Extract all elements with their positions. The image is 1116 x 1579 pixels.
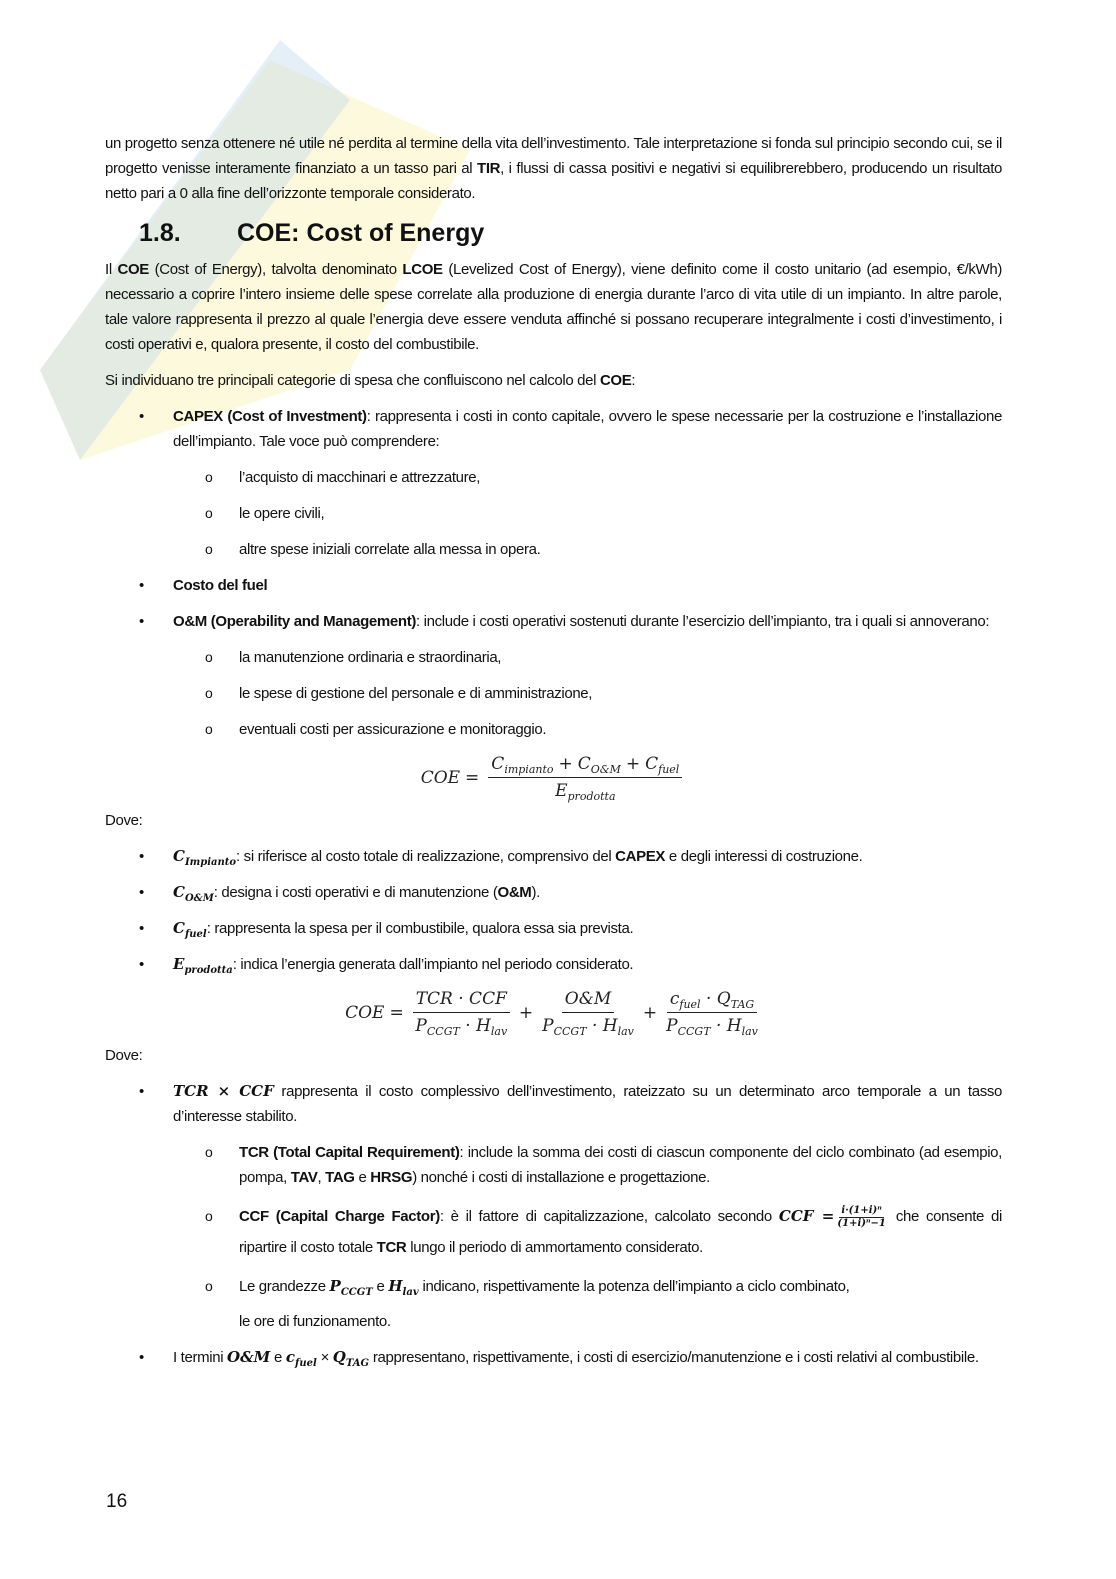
math-subscript: prodotta <box>184 965 233 976</box>
om-sub-text <box>239 717 1002 742</box>
eq-numerator <box>667 988 757 1013</box>
bullet: • <box>139 884 144 901</box>
eq-subscript: CCGT <box>426 1025 460 1038</box>
eq-subscript: lav <box>741 1025 758 1038</box>
om-sub-item <box>205 717 1002 742</box>
text-run: rappresentano, rispettivamente, i costi di esercizio/manutenzione e i costi relativi al combustibile. <box>369 1349 979 1366</box>
eq-symbol: C <box>645 754 659 774</box>
capex-text <box>173 404 1002 454</box>
eq-lhs: COE <box>345 1002 385 1023</box>
bold-text: COE <box>599 372 632 389</box>
eq-subscript: fuel <box>658 763 680 776</box>
om-item <box>105 609 1002 634</box>
eq-sign: = <box>465 767 480 788</box>
eq-subscript: lav <box>617 1025 634 1038</box>
math-symbol: P <box>329 1277 341 1295</box>
eq-numerator: O&M <box>562 988 614 1013</box>
om-sub-text <box>239 681 1002 706</box>
eq-fraction <box>488 753 682 802</box>
math-symbol: c <box>285 1348 296 1366</box>
tcr-sub-text <box>239 1140 1002 1190</box>
eq-symbol: P <box>666 1016 678 1036</box>
eq-plus: + <box>518 1002 534 1023</box>
text-run: , i flussi di cassa positivi e negativi si equilibrerebbero, producendo un risultato netto pari a 0 alla fine dell’orizzonte temporale considerato. <box>105 160 1003 202</box>
grandezze-text <box>239 1274 1002 1299</box>
eq-numerator: TCR · CCF <box>413 988 510 1013</box>
eq-subscript: lav <box>490 1025 508 1038</box>
bold-text: TAV <box>290 1169 318 1186</box>
text-run: Si individuano tre principali categorie di spesa che confluiscono nel calcolo del <box>105 372 600 389</box>
definition-text <box>173 880 1002 905</box>
text-run: Dove: <box>105 812 143 829</box>
bold-text: CAPEX <box>615 848 666 865</box>
math-symbol: Q <box>332 1348 346 1366</box>
ccf-denominator: (1+i)ⁿ−1 <box>837 1217 886 1229</box>
text-run: : è il fattore di capitalizzazione, calcolato secondo <box>439 1208 779 1225</box>
eq-symbol: · H <box>710 1016 742 1036</box>
tcr-ccf-text <box>173 1079 1002 1129</box>
document-body <box>105 0 1002 1370</box>
eq-symbol: · H <box>586 1016 618 1036</box>
ccf-sub-text <box>239 1201 1002 1263</box>
bullet: • <box>139 613 144 630</box>
text-run: : si riferisce al costo totale di realizzazione, comprensivo del <box>236 848 616 865</box>
ccf-text-a <box>239 1208 834 1225</box>
text-run: e <box>354 1169 371 1186</box>
math-symbol: C <box>173 883 185 901</box>
eq-subscript: CCGT <box>677 1025 711 1038</box>
om-sub-text <box>239 645 1002 670</box>
capex-sub-item <box>205 537 1002 562</box>
capex-sub-text <box>239 501 1002 526</box>
text-run: le ore di funzionamento. <box>239 1313 391 1330</box>
math-subscript: Impianto <box>184 857 237 868</box>
bold-text: TAG <box>325 1169 355 1186</box>
text-run: (Levelized Cost of Energy), viene definito come il costo unitario (ad esempio, €/kWh) necessario a coprire l’intero insieme delle spese correlate alla produzione di energia durante l’arco di vita utile di un impianto. In altre parole, tale valore rappresenta il prezzo al quale l’energia deve essere venduta affinché si possano recuperare integralmente i costi d’investimento, i costi operativi e, qualora presente, il costo del combustibile. <box>105 261 1002 353</box>
bold-text: LCOE <box>402 261 443 278</box>
text-run: : rappresenta la spesa per il combustibile, qualora essa sia prevista. <box>206 920 634 937</box>
eq-subscript: impianto <box>504 763 554 776</box>
section-heading <box>139 217 1002 249</box>
eq-denominator <box>555 778 615 802</box>
eq-sign: = <box>389 1002 404 1023</box>
math-symbol: O&M <box>227 1348 271 1366</box>
text-run: che consente di ripartire il costo totale <box>239 1208 1002 1256</box>
bold-text: TIR <box>477 160 501 177</box>
text-run: la manutenzione ordinaria e straordinaria, <box>239 649 502 666</box>
dove-label <box>105 808 1002 833</box>
capex-sub-text <box>239 537 1002 562</box>
eq-denominator <box>542 1013 634 1037</box>
eq-subscript: prodotta <box>567 790 616 803</box>
text-run: altre spese iniziali correlate alla messa in opera. <box>239 541 541 558</box>
coe-equation-2 <box>345 988 762 1037</box>
eq-numerator <box>488 753 682 778</box>
bold-text: Costo del fuel <box>173 577 268 594</box>
section-title: COE: Cost of Energy <box>237 219 485 247</box>
coe-definition-paragraph <box>105 257 1002 357</box>
coe-equation-2-row <box>105 988 1002 1037</box>
bold-text: TCR (Total Capital Requirement) <box>239 1144 460 1161</box>
math-symbol: TCR × CCF <box>173 1082 274 1100</box>
page-number: 16 <box>106 1491 128 1512</box>
text-run: Dove: <box>105 1047 143 1064</box>
math-subscript: fuel <box>184 929 207 940</box>
sub-bullet: o <box>205 685 213 701</box>
bullet: • <box>139 848 144 865</box>
text-run: indicano, rispettivamente la potenza dell’impianto a ciclo combinato, <box>418 1278 850 1295</box>
capex-sub-item <box>205 465 1002 490</box>
bullet: • <box>139 920 144 937</box>
intro-paragraph <box>105 131 1002 206</box>
bullet: • <box>139 1083 144 1100</box>
eq-lhs: COE <box>420 767 461 788</box>
ccf-fraction <box>837 1205 886 1230</box>
categories-intro <box>105 368 1002 393</box>
bold-text: CAPEX (Cost of Investment) <box>173 408 367 425</box>
math-symbol: C <box>173 847 185 865</box>
sub-bullet: o <box>205 1278 213 1294</box>
eq-subscript: CCGT <box>553 1025 587 1038</box>
fuel-text <box>173 573 1002 598</box>
eq-symbol: · Q <box>700 989 731 1009</box>
ccf-numerator: i·(1+i)ⁿ <box>841 1204 882 1216</box>
eq-symbol: C <box>491 754 505 774</box>
text-run: : rappresenta i costi in conto capitale, ovvero le spese necessarie per la costruzione e l’installazione dell’impianto. Tale voce può comprendere: <box>173 408 1002 450</box>
bullet: • <box>139 1349 144 1366</box>
definition-item <box>105 952 1002 977</box>
definition-text <box>173 952 1002 977</box>
text-run: le spese di gestione del personale e di amministrazione, <box>239 685 593 702</box>
text-run: Il <box>105 261 118 278</box>
eq-denominator <box>415 1013 507 1037</box>
eq-plus: + <box>625 754 641 774</box>
definition-text <box>173 916 1002 941</box>
eq-fraction <box>542 988 634 1037</box>
bold-text: O&M (Operability and Management) <box>173 613 416 630</box>
text-run: : designa i costi operativi e di manutenzione ( <box>213 884 498 901</box>
coe-equation-1 <box>421 753 687 802</box>
text-run: lungo il periodo di ammortamento considerato. <box>406 1239 703 1256</box>
definition-item <box>105 880 1002 905</box>
eq-symbol: c <box>669 989 680 1009</box>
bold-text: CCF (Capital Charge Factor) <box>239 1208 440 1225</box>
text-run: : include la somma dei costi di ciascun componente del ciclo combinato (ad esempio, pompa, <box>239 1144 1002 1186</box>
text-run: le opere civili, <box>239 505 325 522</box>
bold-text: HRSG <box>370 1169 413 1186</box>
text-run: , <box>317 1169 326 1186</box>
text-run: : <box>631 372 636 389</box>
tcr-sub-item <box>205 1140 1002 1190</box>
sub-bullet: o <box>205 505 213 521</box>
math-symbol: C <box>173 919 185 937</box>
math-symbol: E <box>173 955 185 973</box>
bold-text: COE <box>117 261 149 278</box>
definition-item <box>105 916 1002 941</box>
section-number: 1.8. <box>139 219 181 247</box>
math-subscript: TAG <box>345 1358 370 1369</box>
sub-bullet: o <box>205 1144 213 1160</box>
om-sub-item <box>205 645 1002 670</box>
math-symbol: H <box>388 1277 403 1295</box>
sub-bullet: o <box>205 469 213 485</box>
grandezze-continuation <box>239 1309 1002 1334</box>
text-run: I termini <box>173 1349 228 1366</box>
text-run: Le grandezze <box>239 1278 330 1295</box>
capex-sub-text <box>239 465 1002 490</box>
eq-fraction <box>413 988 510 1037</box>
bold-text: O&M <box>497 884 532 901</box>
capex-item <box>105 404 1002 454</box>
text-run: e <box>270 1349 286 1366</box>
sub-bullet: o <box>205 1208 213 1224</box>
math-subscript: fuel <box>295 1358 317 1369</box>
eq-fraction <box>666 988 758 1037</box>
math-subscript: O&M <box>184 893 214 904</box>
eq-subscript: O&M <box>590 763 621 776</box>
text-run: eventuali costi per assicurazione e monitoraggio. <box>239 721 547 738</box>
text-run: rappresenta il costo complessivo dell’investimento, rateizzato su un determinato arco temporale a un tasso d’interesse stabilito. <box>173 1083 1002 1125</box>
bold-text: TCR <box>376 1239 407 1256</box>
definition-item <box>105 844 1002 869</box>
eq-symbol: P <box>542 1016 554 1036</box>
bullet: • <box>139 956 144 973</box>
dove-label <box>105 1043 1002 1068</box>
bullet: • <box>139 577 144 594</box>
text-run: e degli interessi di costruzione. <box>665 848 863 865</box>
text-run: : include i costi operativi sostenuti durante l’esercizio dell’impianto, tra i quali si annoverano: <box>416 613 990 630</box>
text-run: × <box>316 1349 333 1366</box>
eq-subscript: fuel <box>679 998 701 1011</box>
text-run: e <box>372 1278 389 1295</box>
termini-item <box>105 1345 1002 1370</box>
coe-equation-1-row <box>105 753 1002 802</box>
eq-plus: + <box>558 754 573 774</box>
eq-subscript: TAG <box>730 998 755 1011</box>
eq-plus: + <box>642 1002 658 1023</box>
eq-symbol: C <box>577 754 591 774</box>
sub-bullet: o <box>205 649 213 665</box>
fuel-item <box>105 573 1002 598</box>
om-sub-item <box>205 681 1002 706</box>
sub-bullet: o <box>205 721 213 737</box>
eq-symbol: P <box>415 1016 427 1036</box>
text-run: ) nonché i costi di installazione e progettazione. <box>412 1169 710 1186</box>
bullet: • <box>139 408 144 425</box>
eq-symbol: E <box>555 781 568 801</box>
tcr-ccf-item <box>105 1079 1002 1129</box>
text-run: l’acquisto di macchinari e attrezzature, <box>239 469 481 486</box>
eq-symbol: · H <box>459 1016 491 1036</box>
math-subscript: lav <box>402 1287 419 1298</box>
om-text <box>173 609 1002 634</box>
math-subscript: CCGT <box>340 1287 373 1298</box>
text-run: : indica l’energia generata dall’impianto nel periodo considerato. <box>232 956 634 973</box>
text-run: ). <box>531 884 540 901</box>
text-run: un progetto senza ottenere né utile né perdita al termine della vita dell’investimento. Tale interpretazione si fonda sul principio secondo cui, se il progetto venisse interamente finanziato a un tasso pari al <box>105 135 1002 177</box>
definition-text <box>173 844 1002 869</box>
sub-bullet: o <box>205 541 213 557</box>
ccf-sub-item <box>205 1201 1002 1263</box>
capex-sub-item <box>205 501 1002 526</box>
grandezze-sub-item <box>205 1274 1002 1299</box>
text-run: (Cost of Energy), talvolta denominato <box>148 261 403 278</box>
termini-text <box>173 1345 1002 1370</box>
eq-denominator <box>666 1013 758 1037</box>
math-symbol: CCF = <box>778 1207 835 1225</box>
